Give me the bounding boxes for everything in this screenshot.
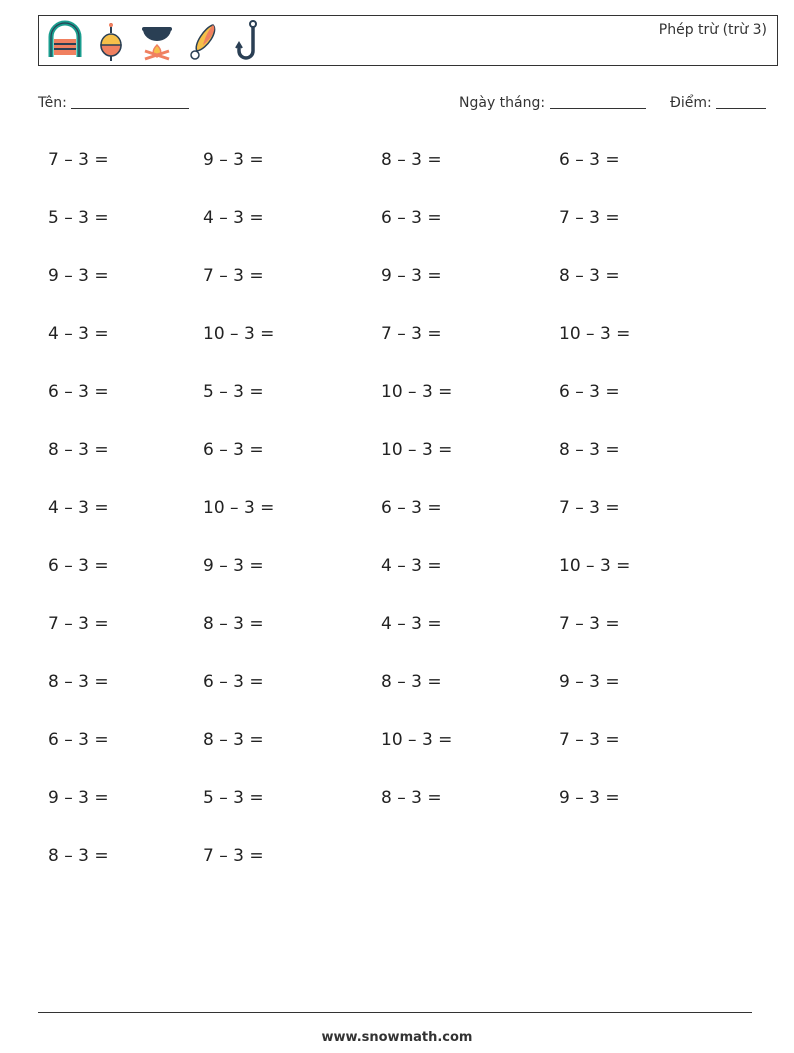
- problem-item: 8 – 3 =: [203, 730, 264, 750]
- footer-url: www.snowmath.com: [321, 1030, 473, 1045]
- problem-item: 5 – 3 =: [48, 208, 109, 228]
- score-field[interactable]: [670, 95, 766, 111]
- problem-item: 6 – 3 =: [48, 382, 109, 402]
- problem-item: 9 – 3 =: [381, 266, 442, 286]
- problem-item: 4 – 3 =: [381, 556, 442, 576]
- fishing-hook-icon: [229, 19, 269, 63]
- problem-item: 9 – 3 =: [48, 266, 109, 286]
- problem-item: 7 – 3 =: [381, 324, 442, 344]
- problem-item: 5 – 3 =: [203, 382, 264, 402]
- problem-item: 4 – 3 =: [48, 324, 109, 344]
- problem-item: 10 – 3 =: [381, 730, 453, 750]
- date-label: Ngày tháng:: [459, 95, 546, 111]
- score-label: Điểm:: [670, 95, 712, 111]
- problem-item: 6 – 3 =: [203, 440, 264, 460]
- problem-item: 8 – 3 =: [48, 440, 109, 460]
- problem-item: 7 – 3 =: [559, 614, 620, 634]
- problem-item: 6 – 3 =: [559, 150, 620, 170]
- problem-item: 7 – 3 =: [559, 208, 620, 228]
- name-field[interactable]: [38, 95, 189, 111]
- fishing-float-icon: [91, 19, 131, 63]
- problem-item: 7 – 3 =: [203, 266, 264, 286]
- problem-item: 4 – 3 =: [203, 208, 264, 228]
- problem-item: 4 – 3 =: [381, 614, 442, 634]
- name-blank[interactable]: [71, 108, 189, 109]
- problem-item: 9 – 3 =: [203, 150, 264, 170]
- problem-item: 5 – 3 =: [203, 788, 264, 808]
- icon-strip: [45, 19, 269, 63]
- problem-item: 10 – 3 =: [203, 498, 275, 518]
- problem-item: 6 – 3 =: [48, 556, 109, 576]
- date-field[interactable]: [459, 95, 646, 111]
- problem-item: 8 – 3 =: [48, 672, 109, 692]
- problem-item: 9 – 3 =: [203, 556, 264, 576]
- problem-item: 8 – 3 =: [559, 266, 620, 286]
- footer-divider: [38, 1012, 752, 1013]
- problem-item: 10 – 3 =: [559, 556, 631, 576]
- score-blank[interactable]: [716, 108, 766, 109]
- problem-item: 7 – 3 =: [203, 846, 264, 866]
- name-label: Tên:: [38, 95, 67, 111]
- problem-item: 7 – 3 =: [48, 150, 109, 170]
- problem-item: 10 – 3 =: [381, 440, 453, 460]
- problem-item: 6 – 3 =: [203, 672, 264, 692]
- problem-item: 8 – 3 =: [48, 846, 109, 866]
- problem-item: 8 – 3 =: [381, 788, 442, 808]
- problem-item: 8 – 3 =: [559, 440, 620, 460]
- problem-item: 10 – 3 =: [203, 324, 275, 344]
- worksheet-title: Phép trừ (trừ 3): [658, 22, 767, 38]
- problem-item: 4 – 3 =: [48, 498, 109, 518]
- problem-item: 7 – 3 =: [48, 614, 109, 634]
- problem-item: 8 – 3 =: [203, 614, 264, 634]
- campfire-pot-icon: [137, 19, 177, 63]
- problem-item: 6 – 3 =: [381, 208, 442, 228]
- problem-item: 9 – 3 =: [48, 788, 109, 808]
- problem-item: 8 – 3 =: [381, 672, 442, 692]
- problem-item: 7 – 3 =: [559, 730, 620, 750]
- problem-item: 7 – 3 =: [559, 498, 620, 518]
- raft-icon: [45, 19, 85, 63]
- fishing-lure-icon: [183, 19, 223, 63]
- problem-item: 8 – 3 =: [381, 150, 442, 170]
- problem-item: 10 – 3 =: [559, 324, 631, 344]
- problem-item: 10 – 3 =: [381, 382, 453, 402]
- worksheet-header: [38, 15, 778, 66]
- problem-item: 9 – 3 =: [559, 672, 620, 692]
- problem-item: 6 – 3 =: [559, 382, 620, 402]
- problem-item: 6 – 3 =: [48, 730, 109, 750]
- problem-item: 6 – 3 =: [381, 498, 442, 518]
- date-blank[interactable]: [550, 108, 646, 109]
- problem-item: 9 – 3 =: [559, 788, 620, 808]
